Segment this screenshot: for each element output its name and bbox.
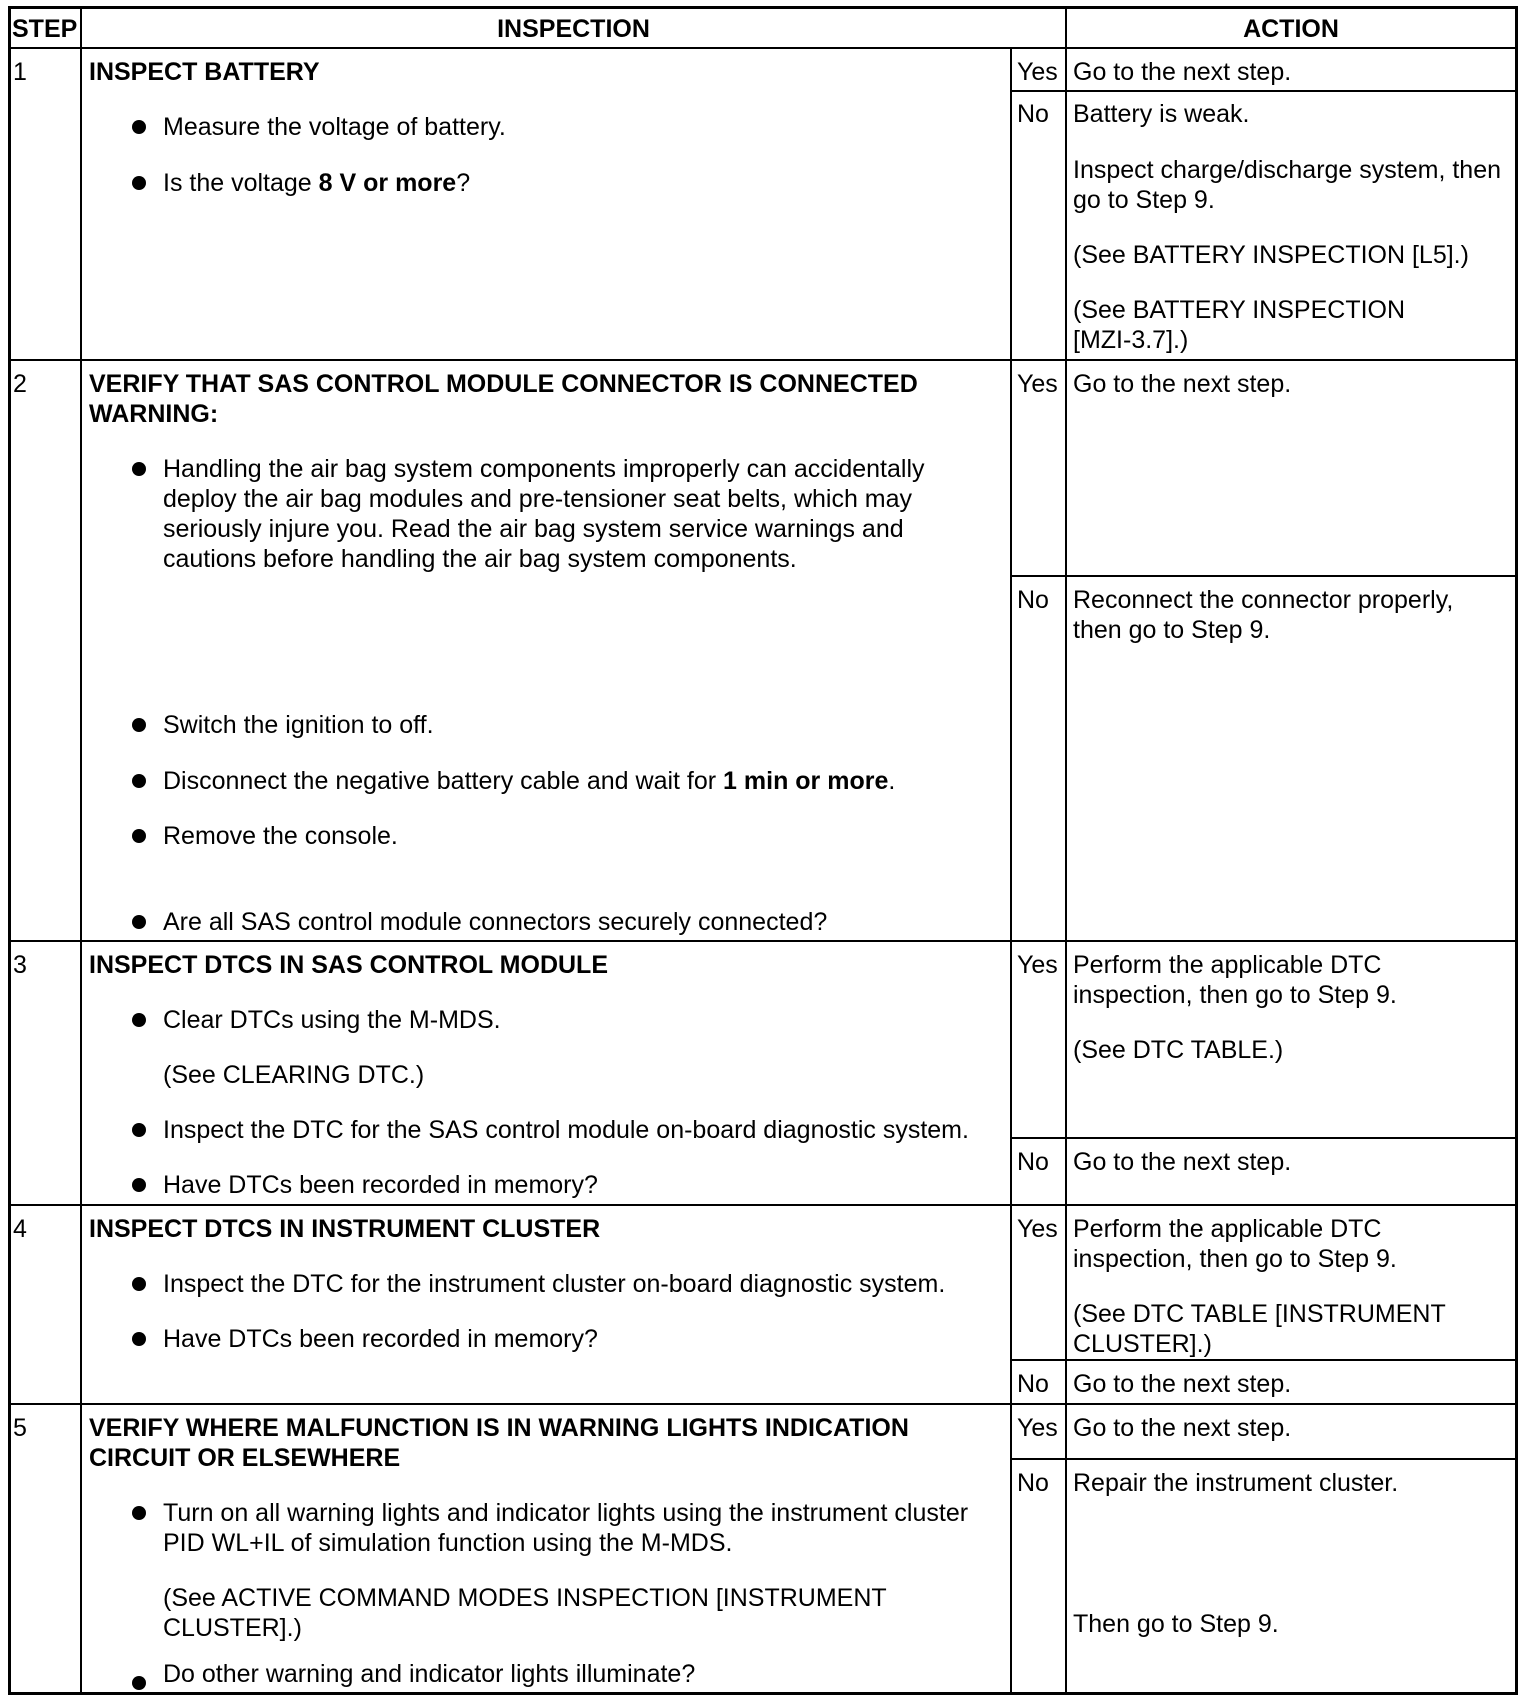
step-5-ref-1: (See ACTIVE COMMAND MODES INSPECTION [INSTRUMENT bbox=[163, 1584, 887, 1612]
step-4-bullet-1: Inspect the DTC for the instrument cluster on-board diagnostic system. bbox=[163, 1270, 946, 1298]
step-3-no-label: No bbox=[1017, 1148, 1049, 1176]
border-right bbox=[1515, 6, 1518, 1695]
step-3-yes-action-1: Perform the applicable DTC bbox=[1073, 951, 1382, 979]
step-2-no-label: No bbox=[1017, 586, 1049, 614]
step-5-number: 5 bbox=[13, 1414, 27, 1442]
step-3-title: INSPECT DTCS IN SAS CONTROL MODULE bbox=[89, 951, 609, 979]
step-1-no-action-1: Battery is weak. bbox=[1073, 100, 1250, 128]
border-bottom bbox=[8, 1692, 1518, 1695]
step-5-title-1: VERIFY WHERE MALFUNCTION IS IN WARNING LIGHTS INDICATION bbox=[89, 1414, 909, 1442]
step-5-title-2: CIRCUIT OR ELSEWHERE bbox=[89, 1444, 401, 1472]
step-2-warning-text-2: deploy the air bag modules and pre-tensioner seat belts, which may bbox=[163, 485, 913, 513]
step-1-yes-label: Yes bbox=[1017, 58, 1058, 86]
step-5-bullet-1: Turn on all warning lights and indicator lights using the instrument cluster bbox=[163, 1499, 969, 1527]
yesno-rule-2 bbox=[1010, 575, 1518, 577]
step-2-no-action-1: Reconnect the connector properly, bbox=[1073, 586, 1454, 614]
header-step: STEP bbox=[12, 15, 78, 43]
step-1-number: 1 bbox=[13, 58, 27, 86]
step-1-title: INSPECT BATTERY bbox=[89, 58, 320, 86]
step-4-yes-ref-1: (See DTC TABLE [INSTRUMENT bbox=[1073, 1300, 1446, 1328]
step-2-bullet-5: Are all SAS control module connectors securely connected? bbox=[163, 908, 828, 936]
divider-yesno bbox=[1010, 48, 1012, 1695]
step-1-no-ref-2b: [MZI-3.7].) bbox=[1073, 326, 1189, 354]
bullet bbox=[132, 120, 146, 134]
step-3-yes-label: Yes bbox=[1017, 951, 1058, 979]
bullet bbox=[132, 829, 146, 843]
bullet bbox=[132, 1123, 146, 1137]
step-3-bullet-2: Inspect the DTC for the SAS control module on-board diagnostic system. bbox=[163, 1116, 969, 1144]
step-5-ref-2: CLUSTER].) bbox=[163, 1614, 302, 1642]
bullet bbox=[132, 774, 146, 788]
step-2-bullet-2: Switch the ignition to off. bbox=[163, 711, 434, 739]
row-rule-1 bbox=[8, 359, 1518, 361]
step-2-warning-label: WARNING: bbox=[89, 400, 219, 428]
step-3-bullet-3: Have DTCs been recorded in memory? bbox=[163, 1171, 598, 1199]
step-1-no-label: No bbox=[1017, 100, 1049, 128]
step-4-number: 4 bbox=[13, 1215, 27, 1243]
row-rule-4 bbox=[8, 1403, 1518, 1405]
bullet bbox=[132, 1178, 146, 1192]
divider-action bbox=[1065, 6, 1067, 1695]
step-5-no-label: No bbox=[1017, 1469, 1049, 1497]
step-5-no-action-2: Then go to Step 9. bbox=[1073, 1610, 1279, 1638]
bullet bbox=[132, 1332, 146, 1346]
header-inspection: INSPECTION bbox=[497, 15, 650, 43]
bullet bbox=[132, 1676, 146, 1690]
step-5-no-action-1: Repair the instrument cluster. bbox=[1073, 1469, 1399, 1497]
step-2-bullet-4: Remove the console. bbox=[163, 822, 398, 850]
step-1-bullet-1: Measure the voltage of battery. bbox=[163, 113, 506, 141]
step-4-yes-action-2: inspection, then go to Step 9. bbox=[1073, 1245, 1397, 1273]
step-2-yes-action: Go to the next step. bbox=[1073, 370, 1292, 398]
yesno-rule-4 bbox=[1010, 1359, 1518, 1361]
step-1-no-action-2b: go to Step 9. bbox=[1073, 186, 1215, 214]
step-3-number: 3 bbox=[13, 951, 27, 979]
inspection-table bbox=[8, 6, 1518, 1696]
step-2-title: VERIFY THAT SAS CONTROL MODULE CONNECTOR IS CONNECTED bbox=[89, 370, 918, 398]
bullet bbox=[132, 915, 146, 929]
row-rule-2 bbox=[8, 940, 1518, 942]
bullet bbox=[132, 1013, 146, 1027]
step-5-bullet-2: Do other warning and indicator lights illuminate? bbox=[163, 1660, 696, 1688]
bullet bbox=[132, 462, 146, 476]
step-2-warning-text-4: cautions before handling the air bag system components. bbox=[163, 545, 797, 573]
step-1-no-action-2: Inspect charge/discharge system, then bbox=[1073, 156, 1502, 184]
step-4-title: INSPECT DTCS IN INSTRUMENT CLUSTER bbox=[89, 1215, 601, 1243]
step-2-bullet-3: Disconnect the negative battery cable and wait for 1 min or more. bbox=[163, 767, 896, 795]
yesno-rule-5 bbox=[1010, 1458, 1518, 1460]
step-1-no-ref-1: (See BATTERY INSPECTION [L5].) bbox=[1073, 241, 1469, 269]
step-4-no-label: No bbox=[1017, 1370, 1049, 1398]
row-rule-3 bbox=[8, 1204, 1518, 1206]
step-2-yes-label: Yes bbox=[1017, 370, 1058, 398]
border-top bbox=[8, 6, 1518, 9]
step-1-no-ref-2: (See BATTERY INSPECTION bbox=[1073, 296, 1406, 324]
step-4-yes-action-1: Perform the applicable DTC bbox=[1073, 1215, 1382, 1243]
step-3-bullet-1: Clear DTCs using the M-MDS. bbox=[163, 1006, 501, 1034]
step-4-yes-label: Yes bbox=[1017, 1215, 1058, 1243]
yesno-rule-3 bbox=[1010, 1137, 1518, 1139]
step-5-yes-action: Go to the next step. bbox=[1073, 1414, 1292, 1442]
step-2-warning-text-3: seriously injure you. Read the air bag system service warnings and bbox=[163, 515, 904, 543]
step-3-yes-ref: (See DTC TABLE.) bbox=[1073, 1036, 1284, 1064]
step-2-no-action-2: then go to Step 9. bbox=[1073, 616, 1271, 644]
divider-step bbox=[80, 6, 82, 1695]
step-4-yes-ref-2: CLUSTER].) bbox=[1073, 1330, 1212, 1358]
step-5-bullet-1b: PID WL+IL of simulation function using the M-MDS. bbox=[163, 1529, 733, 1557]
step-4-bullet-2: Have DTCs been recorded in memory? bbox=[163, 1325, 598, 1353]
step-4-no-action: Go to the next step. bbox=[1073, 1370, 1292, 1398]
step-3-no-action: Go to the next step. bbox=[1073, 1148, 1292, 1176]
step-3-yes-action-2: inspection, then go to Step 9. bbox=[1073, 981, 1397, 1009]
border-left bbox=[8, 6, 11, 1695]
step-2-number: 2 bbox=[13, 370, 27, 398]
step-1-bullet-2: Is the voltage 8 V or more? bbox=[163, 169, 471, 197]
bullet bbox=[132, 718, 146, 732]
header-action: ACTION bbox=[1243, 15, 1339, 43]
bullet bbox=[132, 1277, 146, 1291]
step-2-warning-text-1: Handling the air bag system components improperly can accidentally bbox=[163, 455, 925, 483]
header-rule bbox=[8, 47, 1518, 49]
step-1-yes-action: Go to the next step. bbox=[1073, 58, 1292, 86]
bullet bbox=[132, 1506, 146, 1520]
step-5-yes-label: Yes bbox=[1017, 1414, 1058, 1442]
bullet bbox=[132, 176, 146, 190]
yesno-rule-1 bbox=[1010, 90, 1518, 92]
step-3-ref: (See CLEARING DTC.) bbox=[163, 1061, 425, 1089]
